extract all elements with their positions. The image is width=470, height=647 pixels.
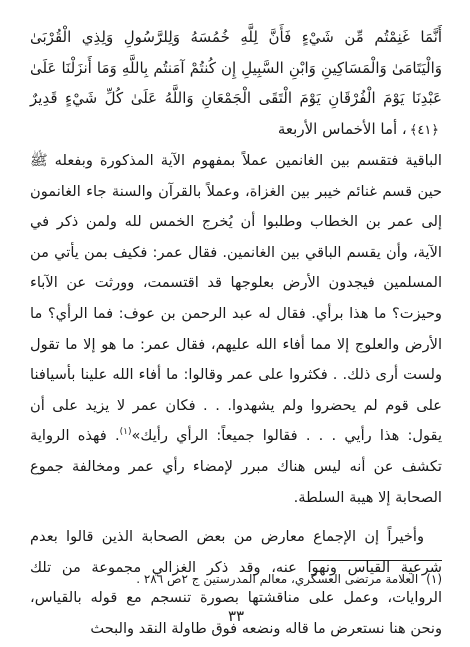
verse-continuation-text: ، أما الأخماس الأربعة [277,119,407,138]
paragraph-umar-distribution [30,146,442,513]
footnote-text: العلامة مرتضى العسكري، معالم المدرستين ج ٢ص ٢٨٦ . [136,572,419,586]
verse-number-ornament: ﴿٤١﴾ [409,122,439,138]
book-page [30,22,443,637]
quran-verse-block [30,22,442,146]
footnote-separator [310,560,442,561]
footnote-reference: (١) [119,427,132,438]
page-number: ٣٣ [227,607,245,625]
paragraph-text: وأخيراً إن الإجماع معارض من بعض الصحابة الذين قالوا بعدم شرعية القياس ونهوا عنه، وقد ذكر الغزالي مجموعة من تلك الروايات، وعمل على مناقشتها بصورة تنسجم مع قوله بالقياس، ونحن هنا نستعرض ما قاله ونضعه فوق طاولة النقد والبحث [30,528,442,637]
paragraph-text: الباقية فتقسم بين الغانمين عملاً بمفهوم الآية المذكورة وبفعله ﷺ حين قسم غنائم خيبر بين الغزاة، وعملاً بالقرآن والسنة جاء الغانمون إلى عمر بن الخطاب وطلبوا أن يُخرج الخمس لله ولمن ذكر في الآية، وأن يقسم الباقي بين الغانمين. فقال عمر: فكيف بمن يأتي من المسلمين فيجدون الأرض بعلوجها قد اقتسمت، وورثت عن الآباء وحيزت؟ ما هذا برأي. فقال له عبد الرحمن بن عوف: فما الرأي؟ ما الأرض والعلوج إلا مما أفاء الله عليهم، فقال عمر: ما هو إلا ما تقول ولست أرى ذلك. . فكثروا على عمر وقالوا: ما أفاء الله علينا بأسيافنا على قوم لم يحضروا ولم يشهدوا. . . فكان عمر لا يزيد على أن يقول: هذا رأيي . . . فقالوا جميعاً: الرأي رأيك» [30,152,443,445]
footnote-number: (١) [426,572,442,586]
paragraph-text-continued: . فهذه الرواية تكشف عن أنه ليس هناك مبرر لإمضاء رأي عمر ومخالفة جموع الصحابة إلا هيبة السلطة. [30,427,442,506]
quran-verse-text: أَنَّمَا غَنِمْتُم مِّن شَيْءٍ فَأَنَّ لِلَّهِ خُمُسَهُ وَلِلرَّسُولِ وَلِذِي الْقُرْبَىٰ وَالْيَتَامَىٰ وَالْمَسَاكِينِ وَابْنِ السَّبِيلِ إِن كُنتُمْ آمَنتُم بِاللَّهِ وَمَا أَنزَلْنَا عَلَىٰ عَبْدِنَا يَوْمَ الْفُرْقَانِ يَوْمَ الْتَقَى الْجَمْعَانِ وَاللَّهُ عَلَىٰ كُلِّ شَيْءٍ قَدِيرٌ [30,28,442,107]
footnote [30,570,442,588]
